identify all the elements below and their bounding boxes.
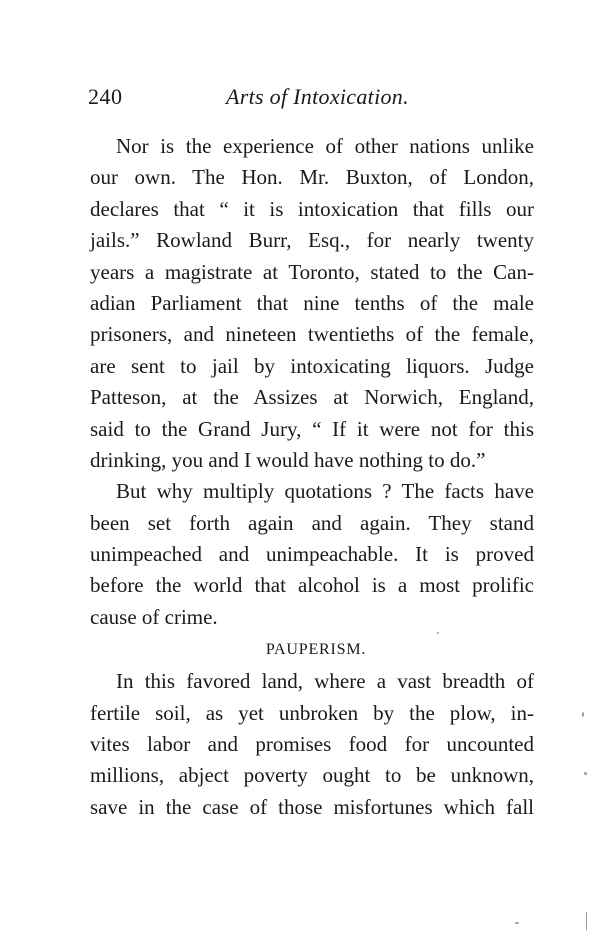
text-line: millions, abject poverty ought to be unknown, [90, 763, 534, 788]
text-line: Patteson, at the Assizes at Norwich, England, [90, 385, 534, 410]
scan-speck [437, 632, 439, 634]
text-line: years a magistrate at Toronto, stated to the Can- [90, 259, 534, 284]
text-line: before the world that alcohol is a most prolific [90, 573, 534, 598]
text-line: vites labor and promises food for uncounted [90, 732, 534, 757]
text-line: But why multiply quotations ? The facts have [116, 479, 534, 504]
text-line: said to the Grand Jury, “ If it were not for this [90, 416, 534, 441]
text-line: save in the case of those misfortunes which fall [90, 794, 534, 819]
text-line: prisoners, and nineteen twentieths of the female, [90, 322, 534, 347]
text-line: fertile soil, as yet unbroken by the plow, in- [90, 700, 534, 725]
text-line: adian Parliament that nine tenths of the male [90, 290, 534, 315]
text-line: cause of crime. [90, 604, 218, 629]
page-header [88, 84, 538, 116]
scan-speck [582, 712, 584, 717]
text-line: jails.” Rowland Burr, Esq., for nearly twenty [90, 228, 534, 253]
text-line: unimpeached and unimpeachable. It is proved [90, 542, 534, 567]
text-line: Nor is the experience of other nations unlike [116, 134, 534, 158]
text-line: been set forth again and again. They stand [90, 510, 534, 535]
page-number: 240 [88, 84, 123, 109]
scan-speck [584, 772, 587, 775]
text-line: are sent to jail by intoxicating liquors. Judge [90, 353, 534, 378]
text-line: declares that “ it is intoxication that fills our [90, 196, 534, 221]
paragraph-1 [90, 131, 534, 476]
page-body [90, 131, 534, 823]
paragraph-3 [90, 666, 534, 823]
scan-speck [586, 912, 587, 930]
scan-speck [515, 922, 519, 924]
paragraph-2 [90, 476, 534, 633]
section-heading: PAUPERISM. [265, 641, 367, 659]
text-line: our own. The Hon. Mr. Buxton, of London, [90, 165, 534, 190]
running-title: Arts of Intoxication. [226, 84, 409, 109]
text-line: In this favored land, where a vast breadth of [116, 669, 534, 694]
text-line: drinking, you and I would have nothing to do.” [90, 447, 486, 472]
